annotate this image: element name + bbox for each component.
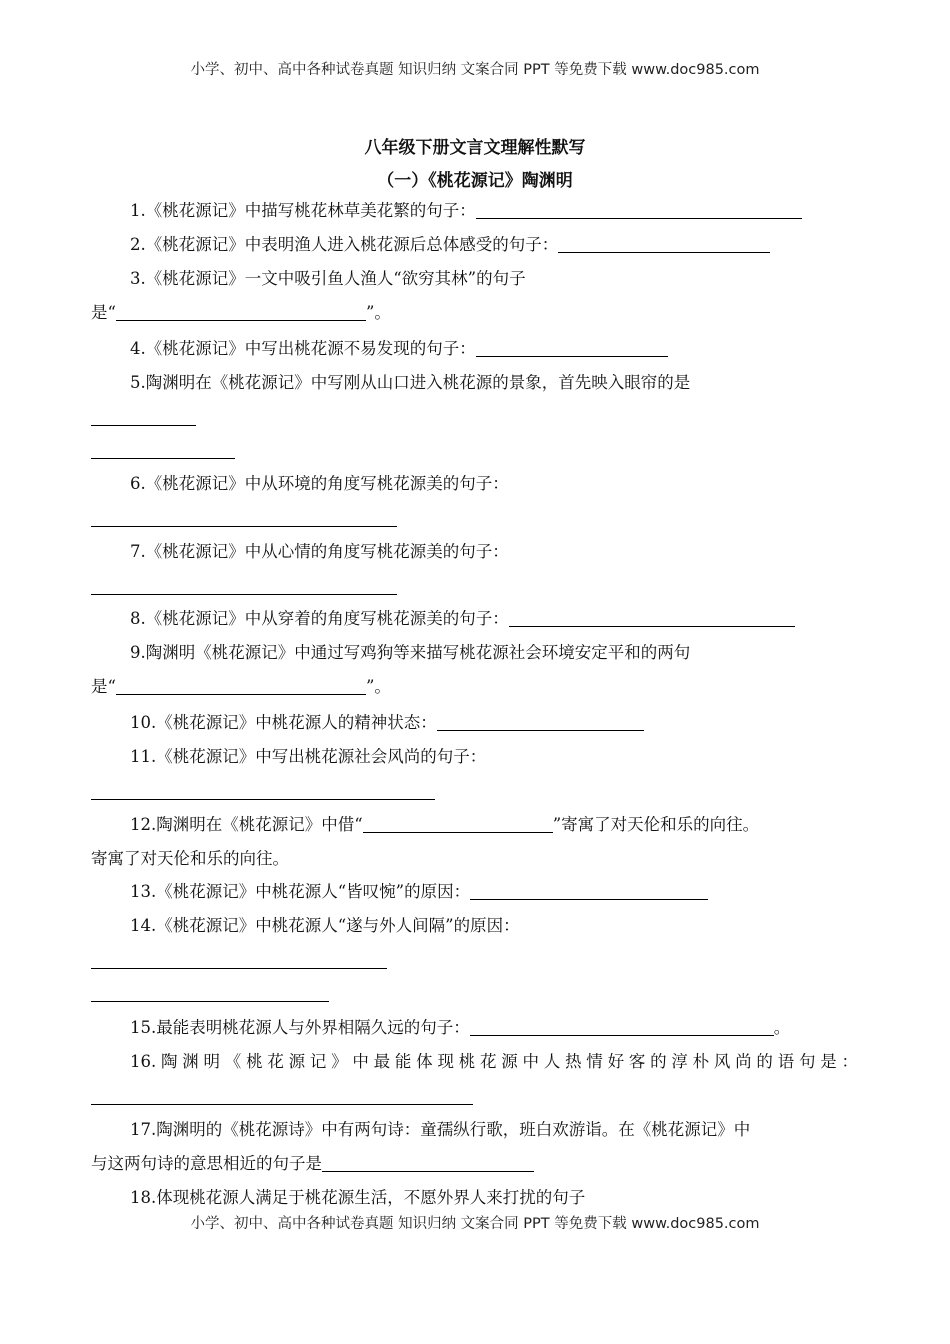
question-17-cont: 与这两句诗的意思相近的句子是	[91, 1153, 534, 1175]
answer-line[interactable]	[91, 1104, 473, 1105]
answer-line[interactable]	[91, 1001, 329, 1002]
question-5: 5.陶渊明在《桃花源记》中写刚从山口进入桃花源的景象，首先映入眼帘的是	[130, 373, 691, 392]
answer-blank[interactable]	[470, 883, 708, 900]
question-16: 16.陶渊明《桃花源记》中最能体现桃花源中人热情好客的淳朴风尚的语句是：	[130, 1052, 858, 1071]
answer-line[interactable]	[91, 594, 397, 595]
question-13: 13.《桃花源记》中桃花源人“皆叹惋”的原因：	[130, 881, 708, 903]
page-header: 小学、初中、高中各种试卷真题 知识归纳 文案合同 PPT 等免费下载 www.doc985.com	[190, 62, 760, 78]
question-3-cont: 是“ ”。	[91, 303, 391, 322]
question-2: 2.《桃花源记》中表明渔人进入桃花源后总体感受的句子：	[130, 234, 770, 256]
question-1: 1.《桃花源记》中描写桃花林草美花繁的句子：	[130, 200, 802, 222]
question-8: 8.《桃花源记》中从穿着的角度写桃花源美的句子：	[130, 608, 795, 630]
answer-blank[interactable]	[558, 236, 770, 253]
question-15: 15.最能表明桃花源人与外界相隔久远的句子： 。	[130, 1018, 791, 1037]
answer-blank[interactable]	[509, 610, 795, 627]
question-7: 7.《桃花源记》中从心情的角度写桃花源美的句子：	[130, 542, 509, 561]
question-14: 14.《桃花源记》中桃花源人“遂与外人间隔”的原因：	[130, 916, 520, 935]
question-12: 12.陶渊明在《桃花源记》中借“ ”寄寓了对天伦和乐的向往。	[130, 815, 760, 834]
question-9-cont: 是“ ”。	[91, 677, 391, 696]
question-11: 11.《桃花源记》中写出桃花源社会风尚的句子：	[130, 747, 487, 766]
answer-blank[interactable]	[437, 714, 644, 731]
question-6: 6.《桃花源记》中从环境的角度写桃花源美的句子：	[130, 474, 509, 493]
answer-line[interactable]	[91, 968, 387, 969]
page-title: 八年级下册文言文理解性默写	[364, 138, 586, 158]
answer-blank[interactable]	[476, 202, 802, 219]
answer-blank[interactable]	[470, 1019, 774, 1036]
answer-line[interactable]	[91, 526, 397, 527]
answer-blank[interactable]	[476, 340, 668, 357]
answer-blank[interactable]	[322, 1155, 534, 1172]
answer-line[interactable]	[91, 458, 235, 459]
answer-line[interactable]	[91, 799, 435, 800]
question-4: 4.《桃花源记》中写出桃花源不易发现的句子：	[130, 338, 668, 360]
question-10: 10.《桃花源记》中桃花源人的精神状态：	[130, 712, 644, 734]
question-12-cont: 寄寓了对天伦和乐的向往。	[91, 849, 289, 868]
section-title: （一）《桃花源记》陶渊明	[377, 171, 573, 191]
question-18: 18.体现桃花源人满足于桃花源生活，不愿外界人来打扰的句子	[130, 1188, 586, 1207]
answer-blank[interactable]	[363, 816, 553, 833]
page-footer: 小学、初中、高中各种试卷真题 知识归纳 文案合同 PPT 等免费下载 www.doc985.com	[190, 1216, 760, 1232]
answer-blank[interactable]	[116, 678, 366, 695]
answer-blank[interactable]	[116, 304, 366, 321]
question-17: 17.陶渊明的《桃花源诗》中有两句诗：童孺纵行歌，班白欢游诣。在《桃花源记》中	[130, 1120, 751, 1139]
question-9: 9.陶渊明《桃花源记》中通过写鸡狗等来描写桃花源社会环境安定平和的两句	[130, 643, 691, 662]
answer-line[interactable]	[91, 425, 196, 426]
question-3: 3.《桃花源记》一文中吸引鱼人渔人“欲穷其林”的句子	[130, 269, 526, 288]
